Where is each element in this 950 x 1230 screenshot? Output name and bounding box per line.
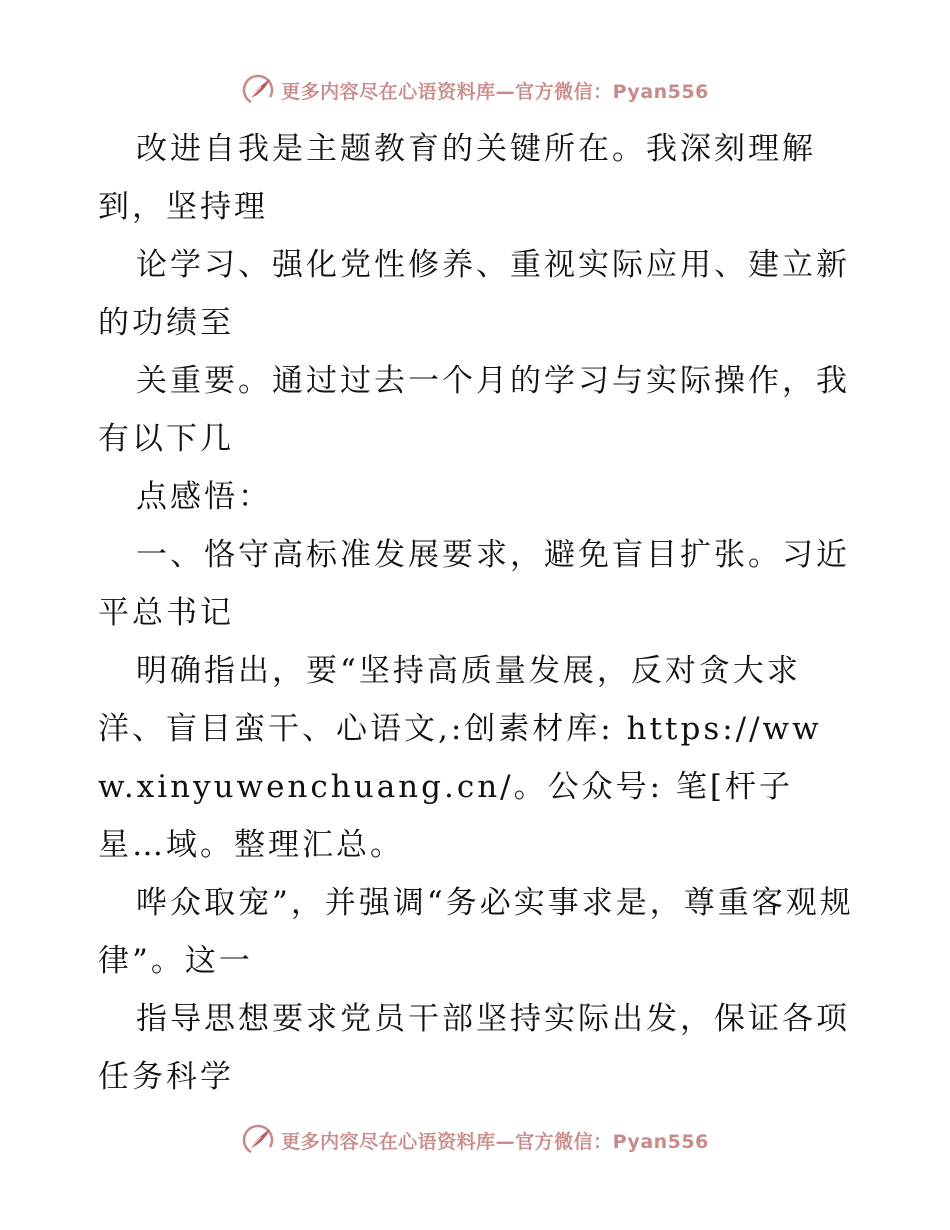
document-body (98, 120, 858, 1106)
footer-banner-text: 更多内容尽在心语资料库—官方微信：Pyan556 (281, 1130, 709, 1153)
paragraph-1: 改进自我是主题教育的关键所在。我深刻理解到，坚持理 (98, 131, 816, 225)
feather-pen-logo-icon (241, 73, 275, 107)
paragraph-2: 论学习、强化党性修养、重视实际应用、建立新的功绩至 (98, 247, 850, 341)
feather-pen-logo-icon (241, 1123, 275, 1157)
paragraph-5: 一、恪守高标准发展要求，避免盲目扩张。习近平总书记 (98, 537, 850, 631)
footer-banner (0, 1120, 950, 1160)
paragraph-4: 点感悟： (136, 479, 272, 515)
paragraph-6: 明确指出，要“坚持高质量发展，反对贪大求洋、盲目蛮干、心语文,:创素材库: https://www.xinyuwenchuang.cn/。公众号: 笔[杆子星…域。整理汇总。 (98, 653, 822, 863)
header-banner-text: 更多内容尽在心语资料库—官方微信：Pyan556 (281, 80, 709, 103)
header-banner (0, 70, 950, 110)
paragraph-8: 指导思想要求党员干部坚持实际出发，保证各项任务科学 (98, 1001, 850, 1095)
paragraph-3: 关重要。通过过去一个月的学习与实际操作，我有以下几 (98, 363, 850, 457)
paragraph-7: 哗众取宠”，并强调“务必实事求是，尊重客观规律”。这一 (98, 885, 854, 979)
